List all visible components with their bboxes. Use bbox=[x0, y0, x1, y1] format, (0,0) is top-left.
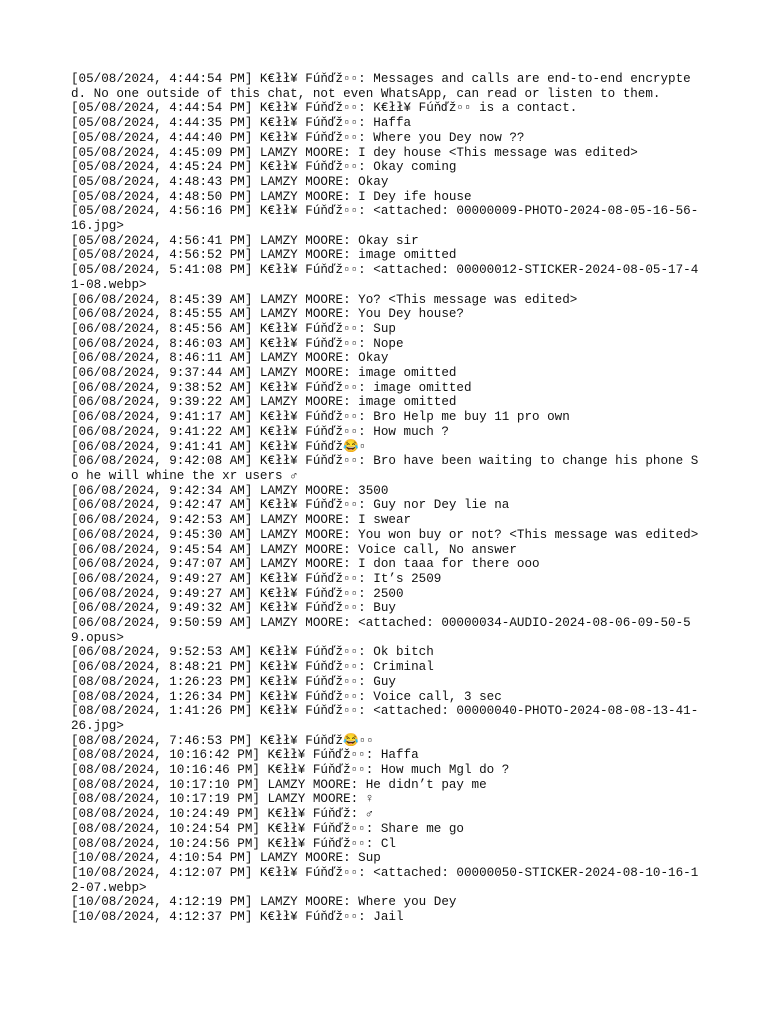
chat-line: [05/08/2024, 4:44:54 PM] K€łł¥ Fúňďž▫▫: Messages and calls are end-to-end encrypted. No one outside of this chat, not even WhatsApp, can read or listen to them. bbox=[71, 72, 691, 101]
chat-line: [10/08/2024, 4:12:37 PM] K€łł¥ Fúňďž▫▫: Jail bbox=[71, 910, 404, 925]
chat-line: [06/08/2024, 9:45:54 AM] LAMZY MOORE: Voice call, No answer bbox=[71, 542, 517, 557]
chat-line: [08/08/2024, 1:41:26 PM] K€łł¥ Fúňďž▫▫: <attached: 00000040-PHOTO-2024-08-08-13-41-26.jpg> bbox=[71, 704, 699, 733]
chat-line: [06/08/2024, 9:38:52 AM] K€łł¥ Fúňďž▫▫: image omitted bbox=[71, 380, 472, 395]
chat-line: [05/08/2024, 4:48:43 PM] LAMZY MOORE: Okay bbox=[71, 174, 389, 189]
chat-line: [06/08/2024, 9:49:27 AM] K€łł¥ Fúňďž▫▫: 2500 bbox=[71, 586, 404, 601]
chat-line: [06/08/2024, 9:52:53 AM] K€łł¥ Fúňďž▫▫: Ok bitch bbox=[71, 645, 434, 660]
chat-line: [10/08/2024, 4:12:19 PM] LAMZY MOORE: Where you Dey bbox=[71, 895, 457, 910]
chat-line: [08/08/2024, 10:24:54 PM] K€łł¥ Fúňďž▫▫: Share me go bbox=[71, 821, 464, 836]
chat-line: [06/08/2024, 9:42:08 AM] K€łł¥ Fúňďž▫▫: Bro have been waiting to change his phone So he will whine the xr users ♂ bbox=[71, 454, 699, 483]
chat-line: [06/08/2024, 9:41:17 AM] K€łł¥ Fúňďž▫▫: Bro Help me buy 11 pro own bbox=[71, 410, 570, 425]
chat-line: [06/08/2024, 9:49:27 AM] K€łł¥ Fúňďž▫▫: It’s 2509 bbox=[71, 571, 442, 586]
chat-line: [06/08/2024, 8:45:39 AM] LAMZY MOORE: Yo? <This message was edited> bbox=[71, 292, 578, 307]
chat-line: [06/08/2024, 8:46:11 AM] LAMZY MOORE: Okay bbox=[71, 351, 389, 366]
chat-transcript bbox=[71, 72, 701, 925]
chat-line: [05/08/2024, 4:56:16 PM] K€łł¥ Fúňďž▫▫: <attached: 00000009-PHOTO-2024-08-05-16-56-16.jpg> bbox=[71, 204, 699, 234]
chat-line: [06/08/2024, 8:46:03 AM] K€łł¥ Fúňďž▫▫: Nope bbox=[71, 336, 404, 351]
chat-line: [06/08/2024, 9:47:07 AM] LAMZY MOORE: I don taaa for there ooo bbox=[71, 557, 540, 572]
chat-line: [08/08/2024, 10:16:46 PM] K€łł¥ Fúňďž▫▫: How much Mgl do ? bbox=[71, 763, 510, 778]
chat-line: [06/08/2024, 9:50:59 AM] LAMZY MOORE: <attached: 00000034-AUDIO-2024-08-06-09-50-59.opus> bbox=[71, 616, 691, 645]
chat-line: [06/08/2024, 9:42:47 AM] K€łł¥ Fúňďž▫▫: Guy nor Dey lie na bbox=[71, 498, 510, 513]
chat-line: [10/08/2024, 4:12:07 PM] K€łł¥ Fúňďž▫▫: <attached: 00000050-STICKER-2024-08-10-16-12-07.webp> bbox=[71, 865, 699, 895]
chat-line: [05/08/2024, 4:44:35 PM] K€łł¥ Fúňďž▫▫: Haffa bbox=[71, 116, 412, 131]
chat-line: [06/08/2024, 9:39:22 AM] LAMZY MOORE: image omitted bbox=[71, 395, 457, 410]
chat-line: [06/08/2024, 9:42:53 AM] LAMZY MOORE: I swear bbox=[71, 513, 412, 528]
chat-line: [08/08/2024, 10:17:19 PM] LAMZY MOORE: ♀ bbox=[71, 792, 374, 807]
chat-line: [08/08/2024, 10:24:49 PM] K€łł¥ Fúňďž: ♂ bbox=[71, 807, 374, 822]
chat-line: [06/08/2024, 8:48:21 PM] K€łł¥ Fúňďž▫▫: Criminal bbox=[71, 660, 434, 675]
chat-line: [06/08/2024, 9:49:32 AM] K€łł¥ Fúňďž▫▫: Buy bbox=[71, 601, 396, 616]
chat-line: [06/08/2024, 9:42:34 AM] LAMZY MOORE: 3500 bbox=[71, 483, 389, 498]
chat-line: [05/08/2024, 4:56:41 PM] LAMZY MOORE: Okay sir bbox=[71, 233, 419, 248]
chat-line: [08/08/2024, 1:26:23 PM] K€łł¥ Fúňďž▫▫: Guy bbox=[71, 674, 396, 689]
chat-line: [05/08/2024, 4:44:54 PM] K€łł¥ Fúňďž▫▫: K€łł¥ Fúňďž▫▫ is a contact. bbox=[71, 101, 578, 116]
chat-line: [08/08/2024, 7:46:53 PM] K€łł¥ Fúňďž😂▫▫ bbox=[71, 733, 374, 748]
chat-line: [05/08/2024, 4:56:52 PM] LAMZY MOORE: image omitted bbox=[71, 248, 457, 263]
chat-line: [05/08/2024, 4:48:50 PM] LAMZY MOORE: I Dey ife house bbox=[71, 189, 472, 204]
chat-line: [06/08/2024, 9:45:30 AM] LAMZY MOORE: You won buy or not? <This message was edited> bbox=[71, 527, 699, 542]
chat-line: [08/08/2024, 10:17:10 PM] LAMZY MOORE: He didn’t pay me bbox=[71, 777, 487, 792]
chat-line: [08/08/2024, 1:26:34 PM] K€łł¥ Fúňďž▫▫: Voice call, 3 sec bbox=[71, 689, 502, 704]
chat-line: [10/08/2024, 4:10:54 PM] LAMZY MOORE: Sup bbox=[71, 851, 381, 866]
chat-line: [08/08/2024, 10:24:56 PM] K€łł¥ Fúňďž▫▫: Cl bbox=[71, 836, 396, 851]
chat-line: [05/08/2024, 4:45:09 PM] LAMZY MOORE: I dey house <This message was edited> bbox=[71, 145, 638, 160]
chat-line: [05/08/2024, 4:44:40 PM] K€łł¥ Fúňďž▫▫: Where you Dey now ?? bbox=[71, 130, 525, 145]
chat-line: [05/08/2024, 4:45:24 PM] K€łł¥ Fúňďž▫▫: Okay coming bbox=[71, 160, 457, 175]
chat-line: [06/08/2024, 9:41:22 AM] K€łł¥ Fúňďž▫▫: How much ? bbox=[71, 424, 449, 439]
chat-line: [06/08/2024, 8:45:55 AM] LAMZY MOORE: You Dey house? bbox=[71, 307, 464, 322]
chat-line: [05/08/2024, 5:41:08 PM] K€łł¥ Fúňďž▫▫: <attached: 00000012-STICKER-2024-08-05-17-41-08.webp> bbox=[71, 263, 699, 292]
chat-line: [06/08/2024, 9:37:44 AM] LAMZY MOORE: image omitted bbox=[71, 366, 457, 381]
chat-line: [06/08/2024, 9:41:41 AM] K€łł¥ Fúňďž😂▫ bbox=[71, 439, 367, 454]
chat-line: [06/08/2024, 8:45:56 AM] K€łł¥ Fúňďž▫▫: Sup bbox=[71, 321, 396, 336]
chat-line: [08/08/2024, 10:16:42 PM] K€łł¥ Fúňďž▫▫: Haffa bbox=[71, 748, 419, 763]
